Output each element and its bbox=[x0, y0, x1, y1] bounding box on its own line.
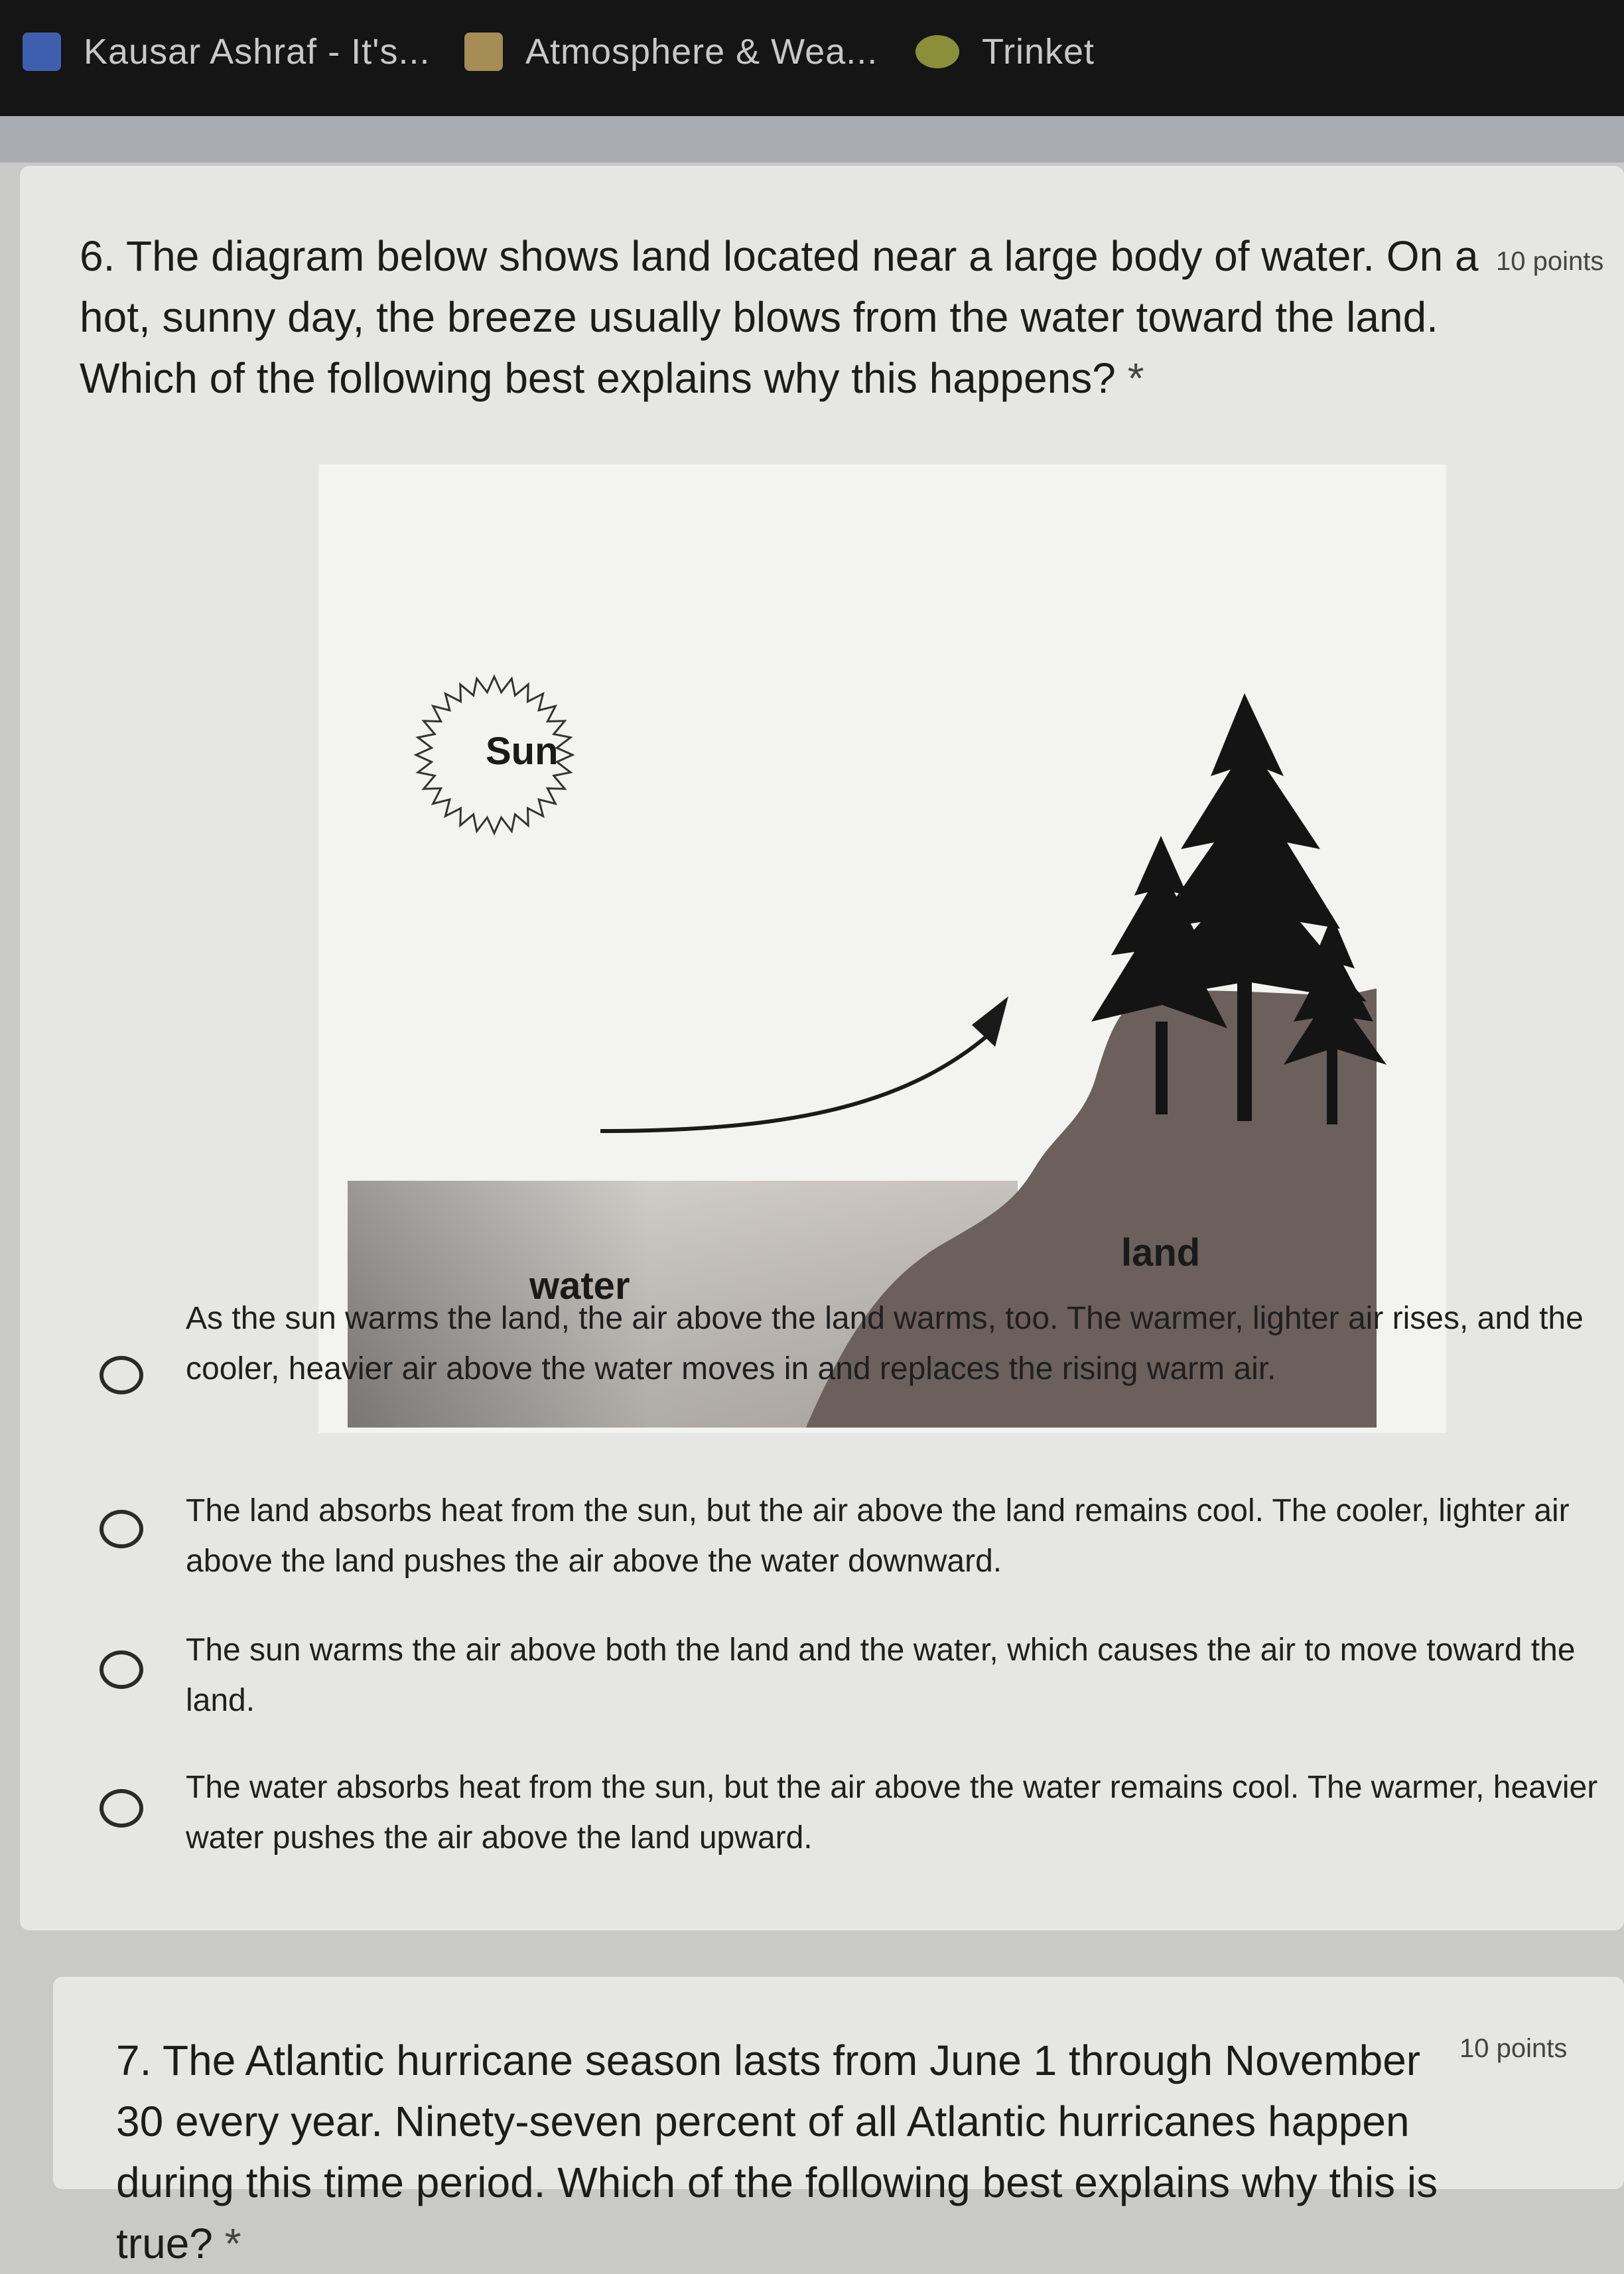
question-text: 6. The diagram below shows land located near a large body of water. On a hot, sunny day, the breeze usually blows from the water toward the land. Which of the following best explains why this happens? bbox=[80, 232, 1479, 402]
slides-icon bbox=[464, 33, 503, 71]
required-marker: * bbox=[1127, 354, 1144, 402]
option-label: The sun warms the air above both the land and the water, which causes the air to move toward the land. bbox=[186, 1633, 1576, 1718]
option-label: The land absorbs heat from the sun, but the air above the land remains cool. The cooler, lighter air above the land pushes the air above the water downward. bbox=[186, 1493, 1570, 1579]
docs-icon bbox=[23, 33, 61, 71]
question-card-6 bbox=[20, 166, 1624, 1930]
form-header-band bbox=[0, 116, 1624, 163]
radio-button[interactable] bbox=[100, 1510, 143, 1548]
radio-button[interactable] bbox=[100, 1650, 143, 1689]
bookmark-atmosphere-weather[interactable] bbox=[464, 25, 878, 78]
bookmark-kausar-ashraf[interactable] bbox=[23, 25, 431, 78]
bookmarks-bar bbox=[0, 0, 1624, 116]
question-title bbox=[80, 226, 1479, 409]
question-text: 7. The Atlantic hurricane season lasts from June 1 through November 30 every year. Ninety-seven percent of all Atlantic hurricanes happen during this time period. Which of the following best explains why this is true? bbox=[116, 2037, 1438, 2267]
question-card-7 bbox=[53, 1977, 1624, 2267]
diagram-svg bbox=[318, 464, 1446, 1433]
points-label: 10 points bbox=[1496, 247, 1604, 276]
radio-button[interactable] bbox=[100, 1789, 143, 1828]
bookmark-label: Atmosphere & Wea... bbox=[525, 32, 878, 72]
bookmark-trinket[interactable] bbox=[915, 25, 1095, 78]
radio-button[interactable] bbox=[100, 1356, 143, 1394]
sun-label: Sun bbox=[486, 730, 559, 773]
trinket-icon bbox=[915, 35, 959, 68]
bookmark-label: Trinket bbox=[982, 32, 1095, 72]
sea-breeze-diagram bbox=[318, 464, 1446, 1433]
required-marker: * bbox=[224, 2220, 241, 2267]
points-label: 10 points bbox=[1459, 2034, 1568, 2063]
bookmark-label: Kausar Ashraf - It's... bbox=[84, 32, 431, 72]
question-title bbox=[116, 2030, 1476, 2274]
option-label: The water absorbs heat from the sun, but the air above the water remains cool. The warmer, heavier water pushes the air above the land upward. bbox=[186, 1770, 1598, 1855]
water-label: water bbox=[529, 1264, 630, 1307]
land-label: land bbox=[1121, 1231, 1201, 1274]
option-label: As the sun warms the land, the air above the land warms, too. The warmer, lighter air rises, and the cooler, heavier air above the water moves in and replaces the rising warm air. bbox=[186, 1301, 1584, 1386]
